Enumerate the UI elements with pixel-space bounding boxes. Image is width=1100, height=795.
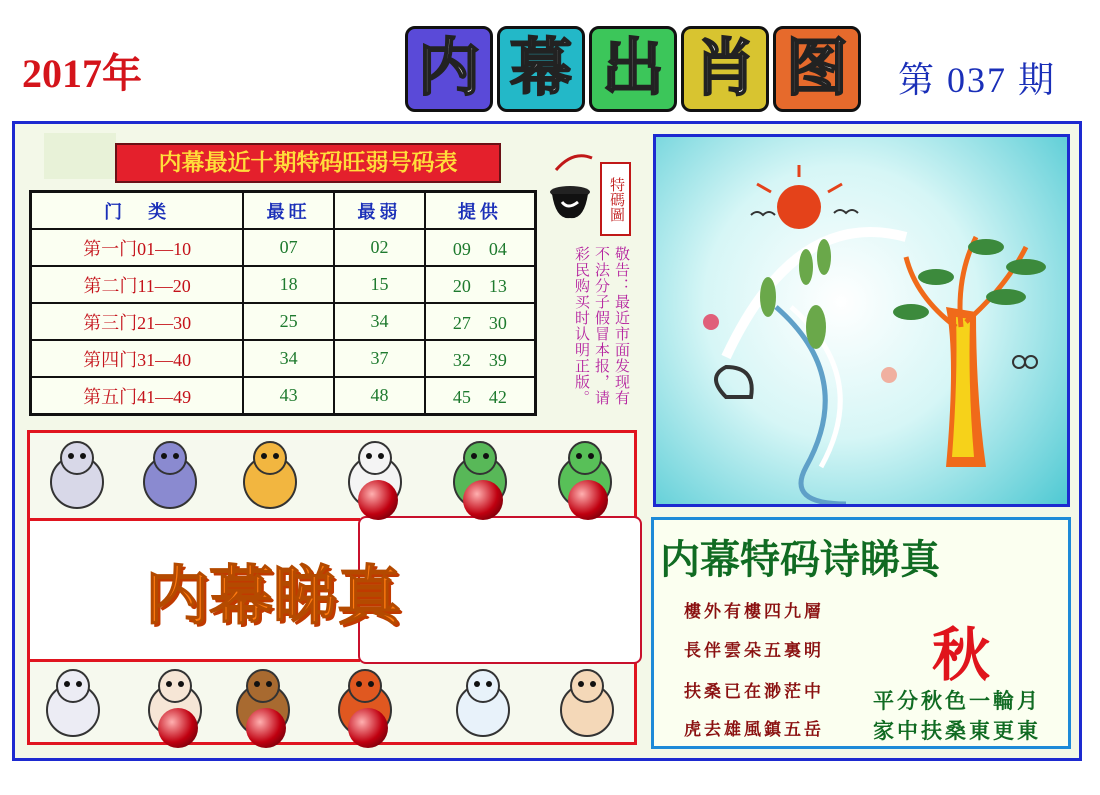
poem-line: 長伴雲朵五裏明	[684, 641, 824, 661]
notice-text: 敬告：最近市面发现有不法分子假冒本报，请彩民购买时认明正版。	[573, 246, 631, 406]
marker-ball	[358, 480, 398, 520]
table-row	[31, 229, 536, 266]
title-char: 图	[773, 26, 861, 112]
header-hot: 最旺	[243, 192, 334, 230]
landscape-illustration	[656, 137, 1067, 504]
weak-cell: 34	[334, 303, 425, 340]
weak-cell: 48	[334, 377, 425, 415]
hot-cell: 34	[243, 340, 334, 377]
door-cell: 第一门01—10	[31, 229, 244, 266]
number-table	[29, 190, 537, 416]
poem-line: 虎去雄風鎮五岳	[684, 720, 824, 740]
horse-icon	[38, 664, 108, 740]
table-row	[31, 340, 536, 377]
table-row	[31, 377, 536, 415]
poem-line: 扶桑已在渺茫中	[684, 682, 824, 702]
rat-icon	[42, 436, 112, 512]
pig-icon	[552, 664, 622, 740]
hot-cell: 07	[243, 229, 334, 266]
marker-ball	[348, 708, 388, 748]
door-cell: 第四门31—40	[31, 340, 244, 377]
table-row	[31, 266, 536, 303]
provide-cell: 32 39	[425, 340, 536, 377]
table-title-pad	[44, 133, 116, 179]
provide-cell: 27 30	[425, 303, 536, 340]
weak-cell: 37	[334, 340, 425, 377]
tiger-icon	[235, 436, 305, 512]
header-weak: 最弱	[334, 192, 425, 230]
year-label: 2017年	[22, 51, 142, 96]
ox-icon	[135, 436, 205, 512]
table-title: 内幕最近十期特码旺弱号码表	[115, 143, 501, 183]
title-char: 内	[405, 26, 493, 112]
table-row	[31, 303, 536, 340]
marker-ball	[568, 480, 608, 520]
poem-closing-line: 家中扶桑東更東	[873, 718, 1041, 743]
poem-closing-line: 平分秋色一輪月	[873, 688, 1041, 713]
door-cell: 第三门21—30	[31, 303, 244, 340]
header-provide: 提供	[425, 192, 536, 230]
issue-number: 第 037 期	[898, 60, 1057, 100]
door-cell: 第五门41—49	[31, 377, 244, 415]
landscape-picture	[653, 134, 1070, 507]
special-stamp: 特碼圖	[600, 162, 631, 236]
door-cell: 第二门11—20	[31, 266, 244, 303]
marker-ball	[246, 708, 286, 748]
page-title	[405, 26, 861, 114]
poem-line: 樓外有樓四九層	[684, 602, 824, 622]
marker-ball	[158, 708, 198, 748]
weak-cell: 02	[334, 229, 425, 266]
title-char: 出	[589, 26, 677, 112]
table-header-row	[31, 192, 536, 230]
hot-cell: 18	[243, 266, 334, 303]
poem-title: 内幕特码诗睇真	[660, 536, 940, 583]
title-char: 幕	[497, 26, 585, 112]
poem-keyword: 秋	[932, 621, 991, 689]
provide-cell: 20 13	[425, 266, 536, 303]
weak-cell: 15	[334, 266, 425, 303]
provide-cell: 09 04	[425, 229, 536, 266]
hot-cell: 43	[243, 377, 334, 415]
marker-ball	[463, 480, 503, 520]
dog-icon	[448, 664, 518, 740]
title-char: 肖	[681, 26, 769, 112]
provide-cell: 45 42	[425, 377, 536, 415]
zodiac-middle-text: 内幕睇真	[145, 559, 401, 634]
pot-icon	[548, 150, 598, 230]
hot-cell: 25	[243, 303, 334, 340]
header-door: 门 类	[31, 192, 244, 230]
